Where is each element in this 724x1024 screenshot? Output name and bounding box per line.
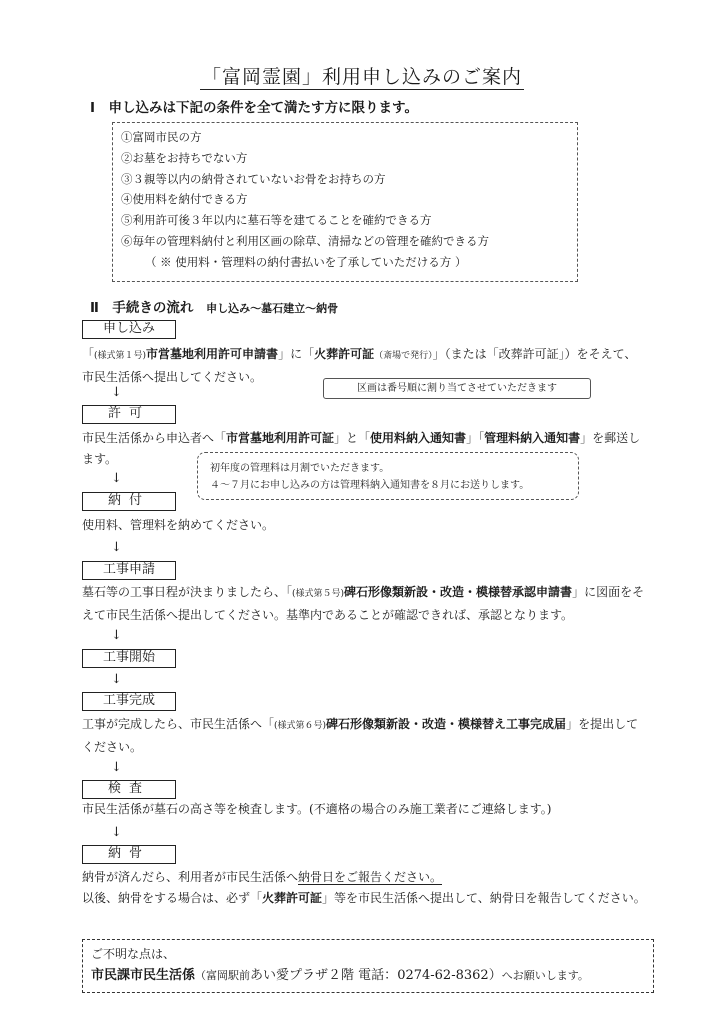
step-permit-label: 許可 [82, 405, 176, 424]
condition-item: ⑤利用許可後３年以内に墓石等を建てることを確約できる方 [121, 213, 432, 228]
section-1-heading: Ⅰ 申し込みは下記の条件を全て満たす方に限ります。 [90, 100, 418, 116]
section-2-subheading: 申し込み〜墓石建立〜納骨 [206, 302, 339, 315]
flow-arrow: ↓ [111, 628, 122, 643]
page-title: 「富岡霊園」利用申し込みのご案内 [201, 66, 522, 88]
step-interment-label: 納骨 [82, 845, 176, 864]
contact-dept: 市民課市民生活係 [91, 968, 196, 983]
step-construction-apply-text: 墓石等の工事日程が決まりましたら、「(様式第５号)碑石形像類新設・改造・模様替承認申請書」に図面をそえて市民生活係へ提出してください。基準内であることが確認できれば、承認となります。 [82, 585, 645, 622]
step-payment-text: 使用料、管理料を納めてください。 [82, 518, 275, 532]
allocation-note: 区画は番号順に割り当てさせていただきます [323, 378, 591, 399]
conditions-box [112, 122, 578, 282]
condition-item: ③３親等以内の納骨されていないお骨をお持ちの方 [121, 171, 386, 186]
condition-item: ②お墓をお持ちでない方 [121, 150, 248, 165]
step-apply-text: 「(様式第１号)市営墓地利用許可申請書」に「火葬許可証（斎場で発行）」（または「改葬許可証」）をそえて、市民生活係へ提出してください。 [82, 347, 637, 384]
contact-intro: ご不明な点は、 [91, 947, 176, 961]
step-interment-text: 納骨が済んだら、利用者が市民生活係へ納骨日をご報告ください。 以後、納骨をする場合は、必ず「火葬許可証」等を市民生活係へ提出して、納骨日を報告してください。 [82, 870, 646, 905]
flow-arrow: ↓ [111, 672, 122, 687]
fee-note-line: 初年度の管理料は月割でいただきます。 [210, 463, 390, 474]
step-construction-done-text: 工事が完成したら、市民生活係へ「(様式第６号)碑石形像類新設・改造・模様替え工事完成届」を提出してください。 [82, 717, 639, 754]
condition-item: ⑥毎年の管理料納付と利用区画の除草、清掃などの管理を確約できる方 [121, 233, 489, 248]
fee-note-line: ４〜７月にお申し込みの方は管理料納入通知書を８月にお送りします。 [210, 480, 530, 491]
condition-item: ①富岡市民の方 [121, 130, 202, 144]
conditions-note: （ ※ 使用料・管理料の納付書払いを了承していただける方 ） [145, 254, 467, 269]
flow-arrow: ↓ [111, 760, 122, 775]
contact-details: 市民課市民生活係（富岡駅前あい愛プラザ２階 電話：0274-62-8362）へお願いします。 [91, 968, 589, 983]
step-construction-start-label: 工事開始 [82, 649, 176, 668]
flow-arrow: ↓ [111, 540, 122, 555]
flow-arrow: ↓ [111, 385, 122, 400]
contact-location: あい愛プラザ２階 [250, 968, 355, 983]
step-inspection-text: 市民生活係が墓石の高さ等を検査します。(不適格の場合のみ施工業者にご連絡します。) [82, 802, 552, 816]
step-construction-apply-label: 工事申請 [82, 561, 176, 580]
condition-item: ④使用料を納付できる方 [121, 192, 248, 207]
contact-phone: 0274-62-8362 [397, 968, 489, 983]
step-construction-done-label: 工事完成 [82, 692, 176, 711]
step-apply-label: 申し込み [82, 320, 176, 339]
section-2-heading: Ⅱ 手続きの流れ 申し込み〜墓石建立〜納骨 [90, 300, 339, 316]
step-payment-label: 納付 [82, 492, 176, 511]
step-permit-text: 市民生活係から申込者へ「市営墓地利用許可証」と「使用料納入通知書」「管理料納入通知書」を郵送します。 [82, 431, 641, 466]
contact-box [82, 939, 654, 993]
fee-note [197, 452, 579, 500]
step-inspection-label: 検査 [82, 780, 176, 799]
flow-arrow: ↓ [111, 825, 122, 840]
flow-arrow: ↓ [111, 471, 122, 486]
